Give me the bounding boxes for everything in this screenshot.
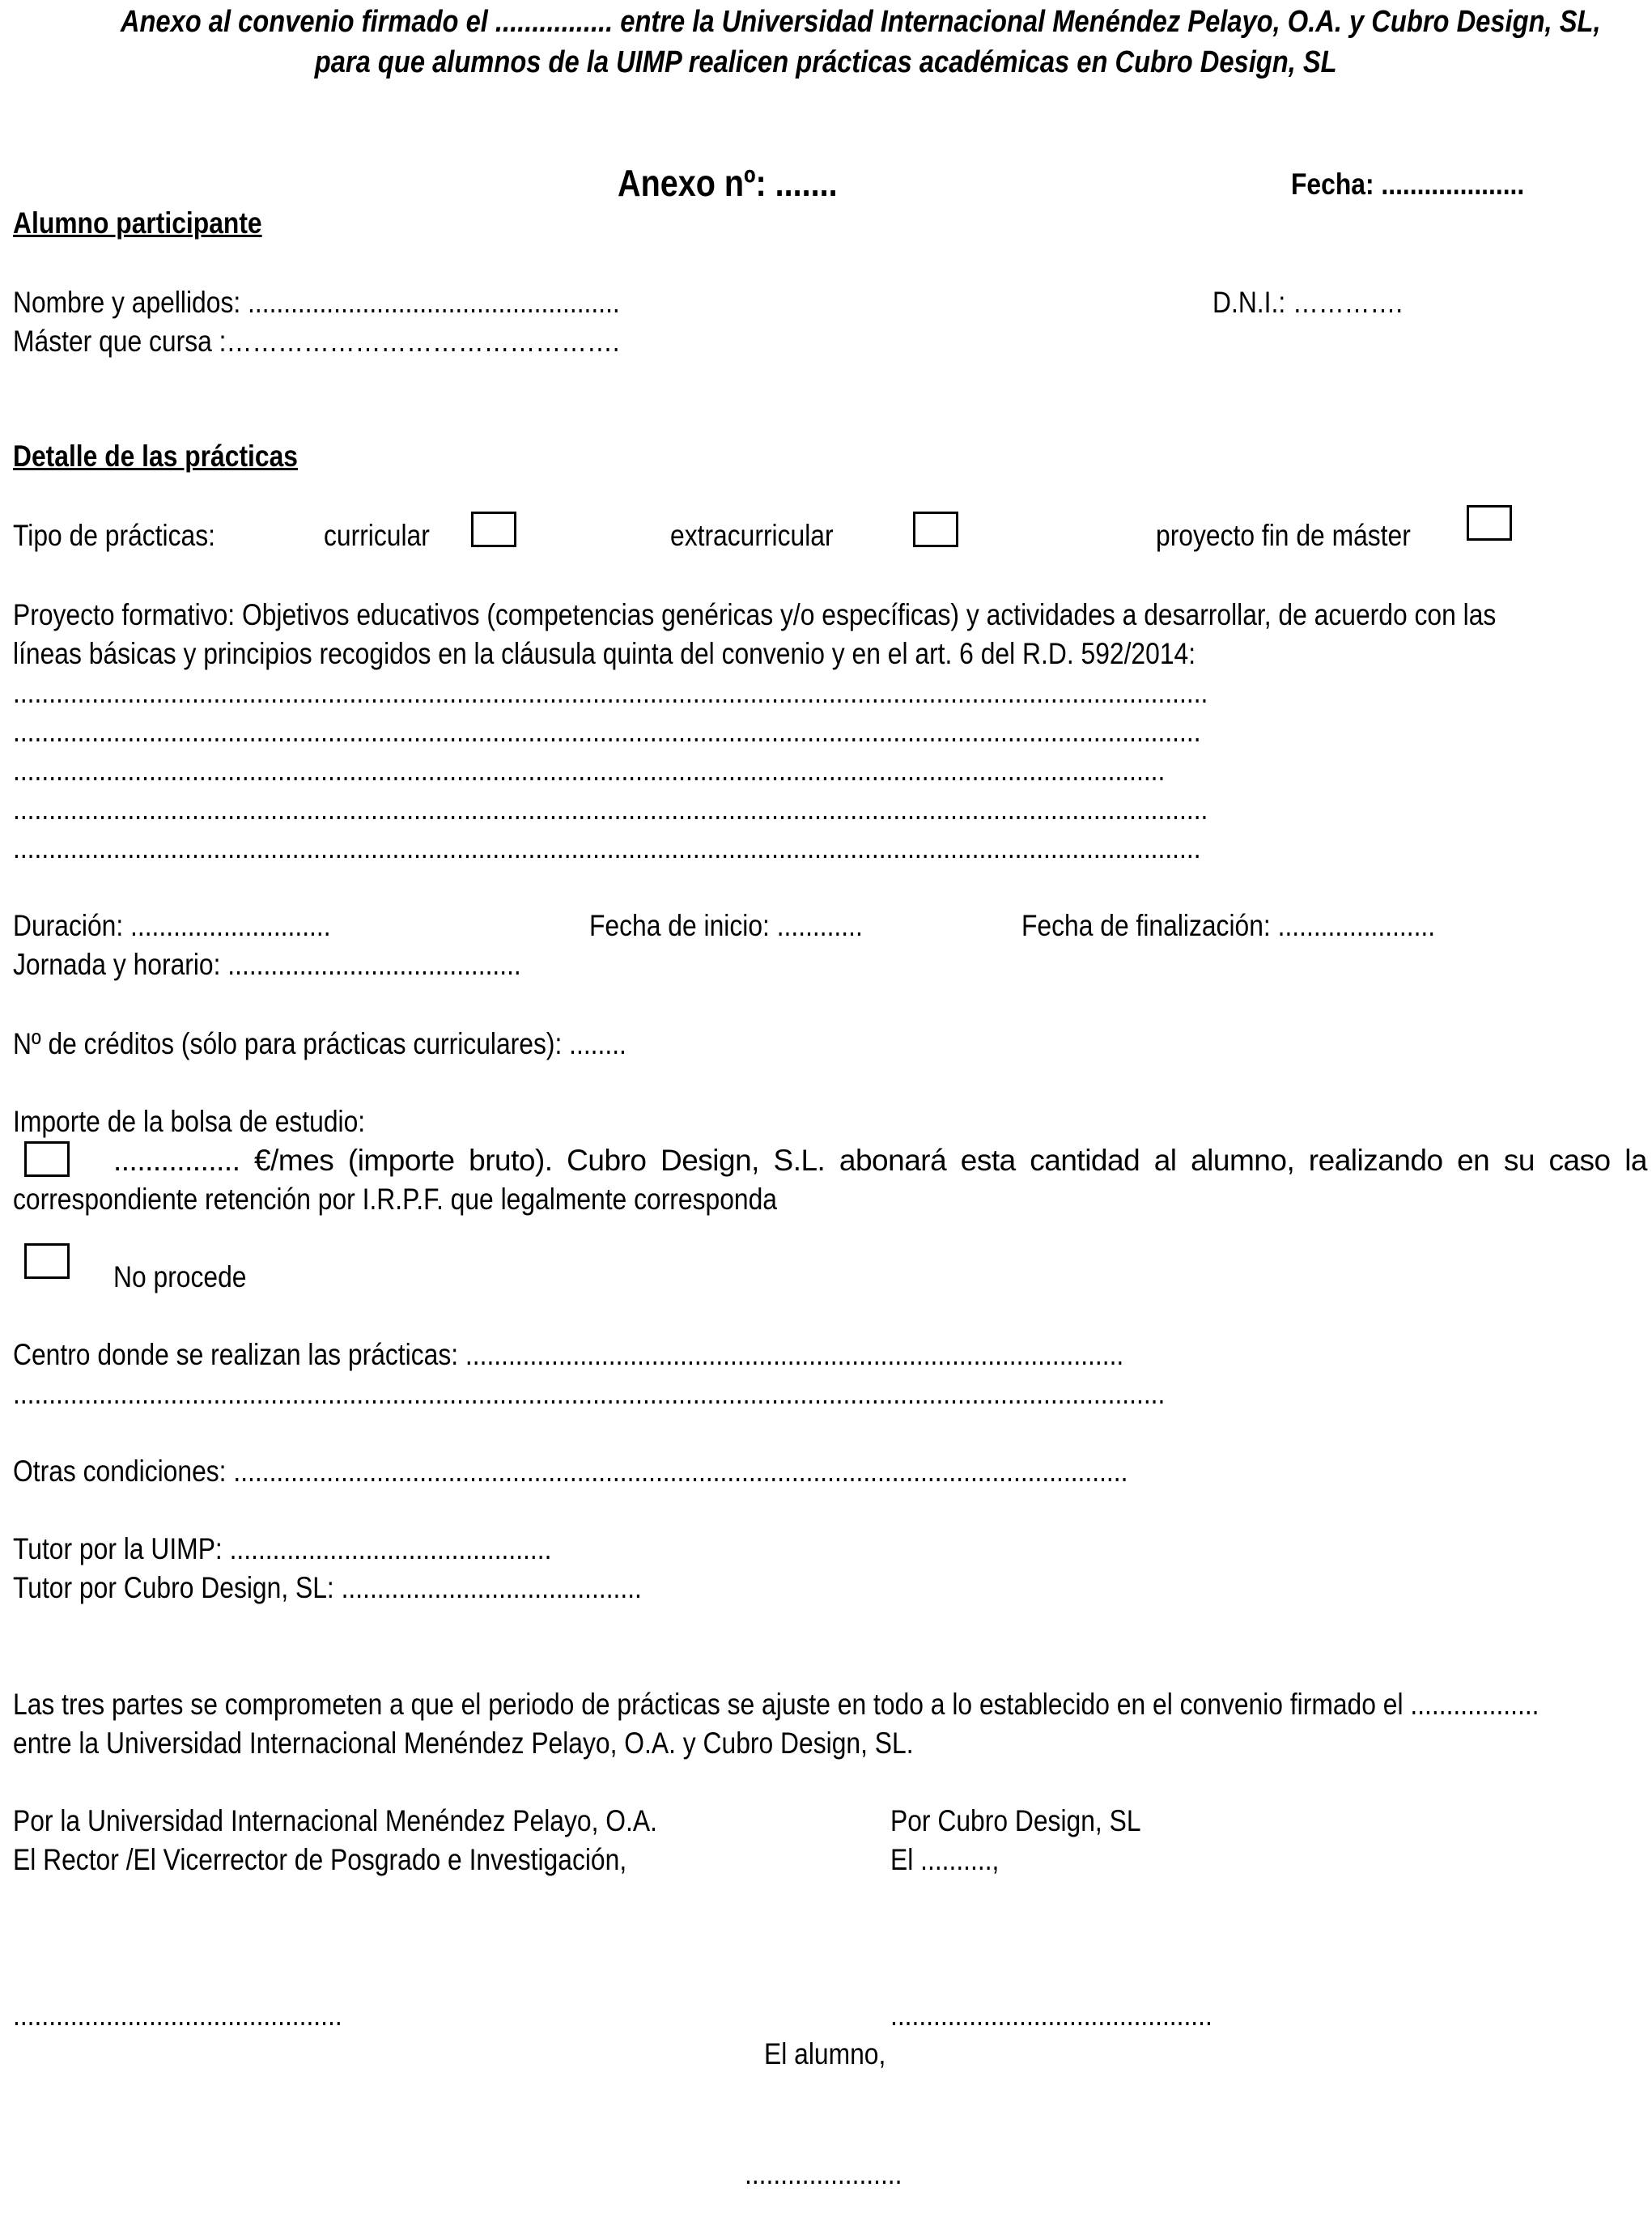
project-dots-line-4: ....................................................................................................................................................................... — [13, 792, 1208, 826]
project-dots-line-3: ................................................................................................................................................................. — [13, 754, 1166, 787]
student-dni-field: D.N.I.: …………. — [1212, 286, 1404, 319]
schedule-field: Jornada y horario: ......................................... — [13, 948, 521, 981]
uimp-signature-line: .............................................. — [13, 1998, 342, 2032]
tutor-uimp-field: Tutor por la UIMP: ............................................. — [13, 1532, 552, 1565]
project-text-line-2: líneas básicas y principios recogidos en la cláusula quinta del convenio y en el art. 6 del R.D. 592/2014: — [13, 637, 1196, 670]
project-dots-line-2: ...................................................................................................................................................................... — [13, 715, 1201, 748]
cubro-signatory-line-2: El .........., — [890, 1843, 1000, 1876]
other-conditions-field: Otras condiciones: ............................................................................................................................. — [13, 1455, 1128, 1488]
center-field: Centro donde se realizan las prácticas: ............................................................................................ — [13, 1338, 1124, 1371]
option-project-label: proyecto fin de máster — [1156, 519, 1411, 552]
project-dots-line-5: ...................................................................................................................................................................... — [13, 831, 1201, 864]
end-date-field: Fecha de finalización: ...................... — [1021, 909, 1436, 942]
extracurricular-checkbox[interactable] — [913, 512, 958, 547]
credits-field: Nº de créditos (sólo para prácticas curriculares): ........ — [13, 1027, 626, 1060]
option-extracurricular-label: extracurricular — [670, 519, 834, 552]
cubro-signatory-line-1: Por Cubro Design, SL — [890, 1804, 1141, 1837]
student-master-field: Máster que cursa :………………………………………. — [13, 325, 620, 358]
start-date-field: Fecha de inicio: ............ — [589, 909, 863, 942]
practice-type-label: Tipo de prácticas: — [13, 519, 215, 552]
header-line-1: Anexo al convenio firmado el ................ entre la Universidad Internacional Menéndez Pelayo, O.A. y Cubro Design, SL, — [120, 5, 1601, 39]
uimp-signatory-line-2: El Rector /El Vicerrector de Posgrado e Investigación, — [13, 1843, 627, 1876]
duration-field: Duración: ............................ — [13, 909, 331, 942]
cubro-signature-line: ............................................. — [890, 1998, 1212, 2032]
grant-text-line-1: ................ €/mes (importe bruto). Cubro Design, S.L. abonará esta cantidad al alumno, realizando en su caso la — [113, 1144, 1647, 1177]
agreement-line-1: Las tres partes se comprometen a que el periodo de prácticas se ajuste en todo a lo establecido en el convenio firmado el .................. — [13, 1688, 1539, 1721]
project-checkbox[interactable] — [1467, 505, 1512, 541]
project-text-line-1: Proyecto formativo: Objetivos educativos (competencias genéricas y/o específicas) y actividades a desarrollar, de acuerdo con las — [13, 598, 1497, 631]
grant-amount-checkbox[interactable] — [24, 1141, 70, 1177]
agreement-line-2: entre la Universidad Internacional Menéndez Pelayo, O.A. y Cubro Design, SL. — [13, 1726, 914, 1760]
details-heading: Detalle de las prácticas — [13, 440, 298, 473]
student-signature-line: ...................... — [745, 2157, 902, 2190]
option-curricular-label: curricular — [324, 519, 430, 552]
curricular-checkbox[interactable] — [471, 512, 516, 547]
annex-number-label: Anexo nº: ....... — [618, 162, 838, 204]
student-heading: Alumno participante — [13, 206, 262, 240]
center-dots-line: ................................................................................................................................................................. — [13, 1377, 1166, 1410]
header-line-2: para que alumnos de la UIMP realicen prácticas académicas en Cubro Design, SL — [315, 45, 1337, 79]
project-dots-line-1: ....................................................................................................................................................................... — [13, 676, 1208, 709]
not-applicable-checkbox[interactable] — [24, 1243, 70, 1279]
grant-label: Importe de la bolsa de estudio: — [13, 1105, 366, 1138]
annex-date-label: Fecha: .................... — [1291, 168, 1525, 201]
tutor-cubro-field: Tutor por Cubro Design, SL: .......................................... — [13, 1571, 642, 1604]
student-signatory-label: El alumno, — [764, 2037, 886, 2070]
not-applicable-label: No procede — [113, 1260, 247, 1293]
grant-text-line-2: correspondiente retención por I.R.P.F. que legalmente corresponda — [13, 1183, 777, 1216]
uimp-signatory-line-1: Por la Universidad Internacional Menéndez Pelayo, O.A. — [13, 1804, 657, 1837]
student-name-field: Nombre y apellidos: .................................................... — [13, 286, 620, 319]
